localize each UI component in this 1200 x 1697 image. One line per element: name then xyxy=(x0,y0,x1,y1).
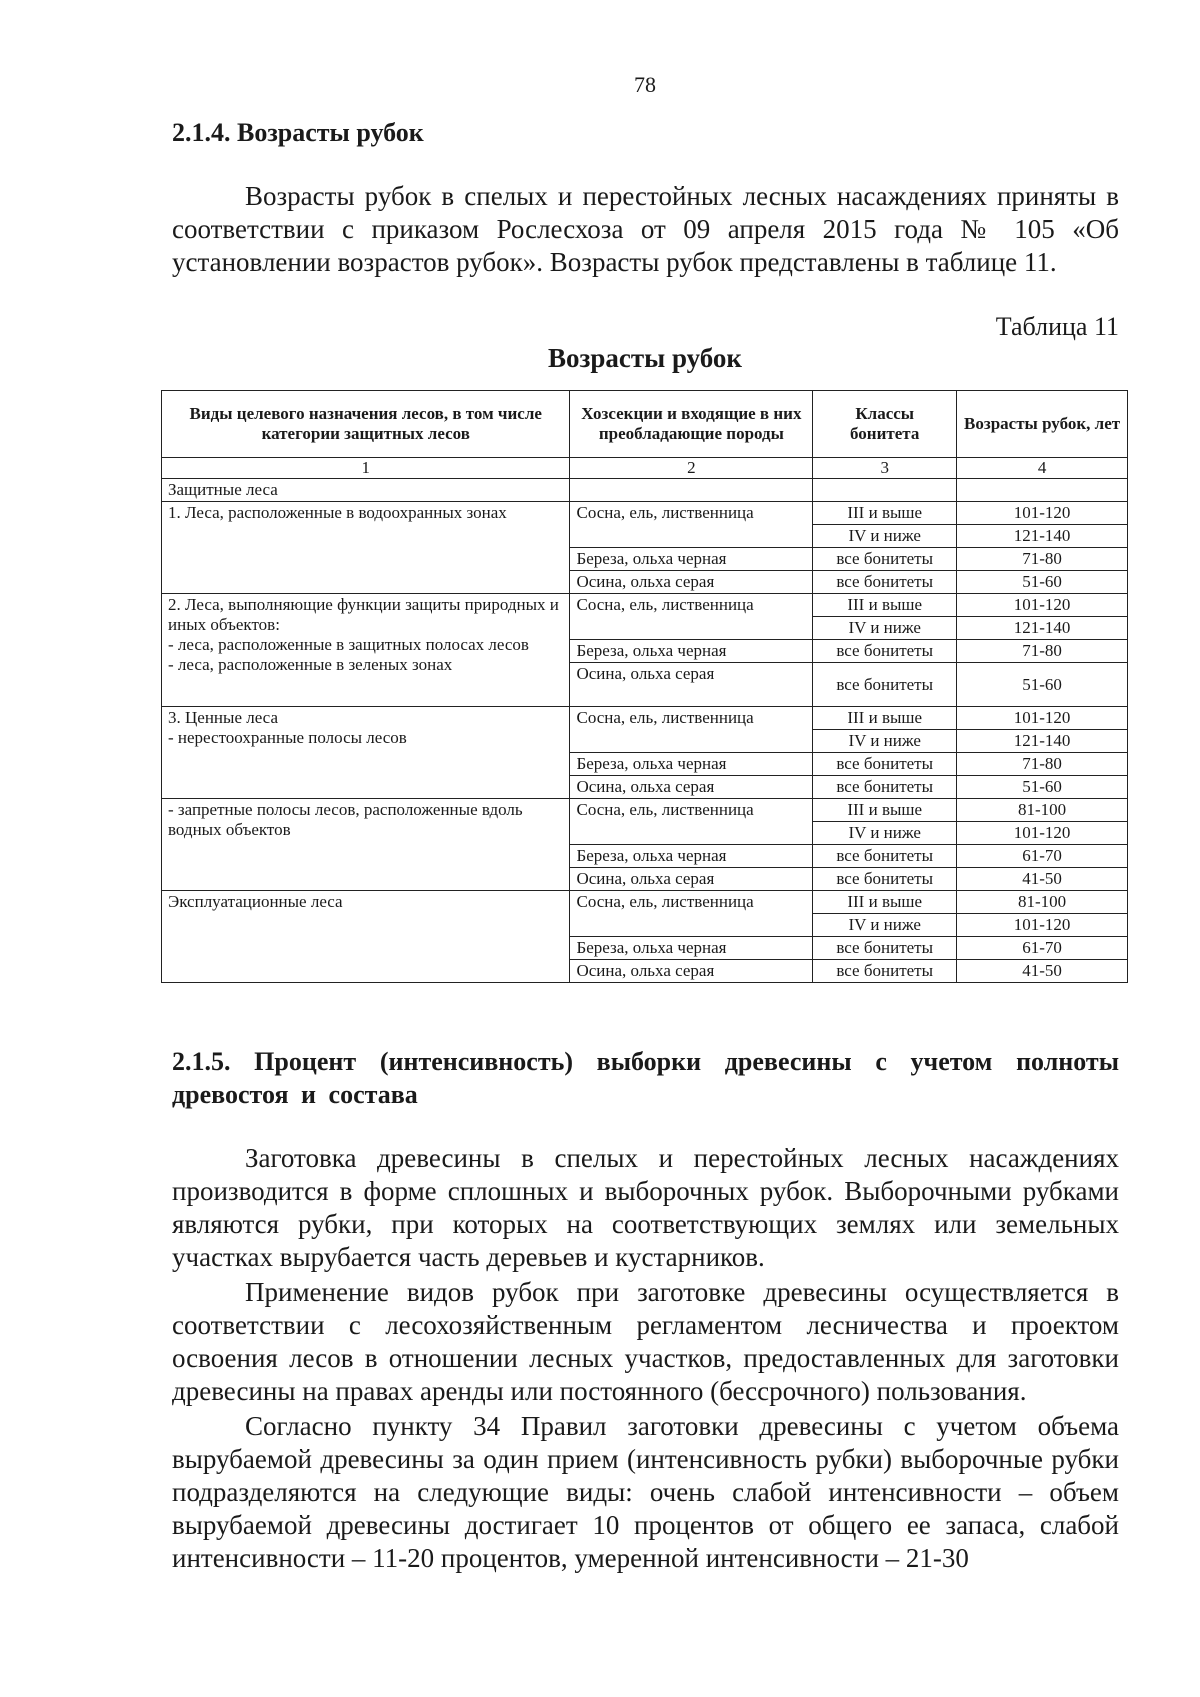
age-cell: 51-60 xyxy=(957,776,1128,799)
bonitet-cell: все бонитеты xyxy=(813,845,957,868)
species-cell: Осина, ольха серая xyxy=(570,663,813,707)
age-cell: 51-60 xyxy=(957,571,1128,594)
bonitet-cell: III и выше xyxy=(813,502,957,525)
cutting-age-table xyxy=(161,390,1128,983)
species-cell: Сосна, ель, лиственница xyxy=(570,594,813,640)
species-cell: Береза, ольха черная xyxy=(570,548,813,571)
bonitet-cell: IV и ниже xyxy=(813,617,957,640)
bonitet-cell: IV и ниже xyxy=(813,525,957,548)
category-line: - нерестоохранные полосы лесов xyxy=(168,728,407,747)
species-cell: Осина, ольха серая xyxy=(570,960,813,983)
bonitet-cell: все бонитеты xyxy=(813,960,957,983)
bonitet-cell: все бонитеты xyxy=(813,776,957,799)
species-cell: Сосна, ель, лиственница xyxy=(570,707,813,753)
bonitet-cell: все бонитеты xyxy=(813,571,957,594)
age-cell: 101-120 xyxy=(957,594,1128,617)
bonitet-cell: все бонитеты xyxy=(813,937,957,960)
age-cell: 101-120 xyxy=(957,707,1128,730)
category-cell xyxy=(162,594,570,707)
age-cell: 101-120 xyxy=(957,502,1128,525)
age-cell xyxy=(957,479,1128,502)
bonitet-cell: IV и ниже xyxy=(813,730,957,753)
age-cell: 121-140 xyxy=(957,730,1128,753)
species-cell: Береза, ольха черная xyxy=(570,845,813,868)
bonitet-cell: все бонитеты xyxy=(813,663,957,707)
table-label: Таблица 11 xyxy=(995,312,1119,341)
species-cell: Сосна, ель, лиственница xyxy=(570,891,813,937)
bonitet-cell: все бонитеты xyxy=(813,640,957,663)
page-number: 78 xyxy=(634,72,656,97)
header-cutting-age: Возрасты рубок, лет xyxy=(957,391,1128,458)
section-paragraph: Согласно пункту 34 Правил заготовки древесины с учетом объема вырубаемой древесины за один прием (интенсивность рубки) выборочные рубки подразделяются на следующие виды: очень слабой интенсивности – объем вырубаемой древесины достигает 10 процентов от общего ее запаса, слабой интенсивности – 11-20 процентов, умеренной интенсивности – 21-30 xyxy=(172,1411,1119,1573)
species-cell: Осина, ольха серая xyxy=(570,571,813,594)
species-cell: Береза, ольха черная xyxy=(570,640,813,663)
bonitet-cell: III и выше xyxy=(813,891,957,914)
species-cell: Сосна, ель, лиственница xyxy=(570,799,813,845)
category-line: - леса, расположенные в защитных полосах лесов xyxy=(168,635,529,654)
age-cell: 101-120 xyxy=(957,822,1128,845)
column-number: 2 xyxy=(570,458,813,479)
category-line: - леса, расположенные в зеленых зонах xyxy=(168,655,453,674)
category-cell: Эксплуатационные леса xyxy=(162,891,570,983)
bonitet-cell: III и выше xyxy=(813,799,957,822)
category-cell: - запретные полосы лесов, расположенные вдоль водных объектов xyxy=(162,799,570,891)
column-number: 4 xyxy=(957,458,1128,479)
column-number: 1 xyxy=(162,458,570,479)
species-cell: Осина, ольха серая xyxy=(570,776,813,799)
species-cell: Осина, ольха серая xyxy=(570,868,813,891)
age-cell: 61-70 xyxy=(957,937,1128,960)
species-cell: Сосна, ель, лиственница xyxy=(570,502,813,548)
category-line: 2. Леса, выполняющие функции защиты природных и иных объектов: xyxy=(168,595,559,634)
species-cell: Береза, ольха черная xyxy=(570,937,813,960)
age-cell: 71-80 xyxy=(957,640,1128,663)
bonitet-cell: III и выше xyxy=(813,594,957,617)
header-forest-purpose: Виды целевого назначения лесов, в том числе категории защитных лесов xyxy=(162,391,570,458)
section-heading-2-1-5: 2.1.5. Процент (интенсивность) выборки древесины с учетом полноты древостоя и состава xyxy=(172,1047,1119,1109)
section-paragraph: Возрасты рубок в спелых и перестойных лесных насаждениях приняты в соответствии с приказом Рослесхоза от 09 апреля 2015 года № 105 «Об установлении возрастов рубок». Возрасты рубок представлены в таблице 11. xyxy=(172,181,1119,277)
species-cell xyxy=(570,479,813,502)
age-cell: 121-140 xyxy=(957,617,1128,640)
header-bonitet: Классы бонитета xyxy=(813,391,957,458)
age-cell: 101-120 xyxy=(957,914,1128,937)
age-cell: 81-100 xyxy=(957,891,1128,914)
bonitet-cell: IV и ниже xyxy=(813,914,957,937)
bonitet-cell: все бонитеты xyxy=(813,548,957,571)
bonitet-cell: все бонитеты xyxy=(813,868,957,891)
bonitet-cell xyxy=(813,479,957,502)
age-cell: 71-80 xyxy=(957,548,1128,571)
age-cell: 71-80 xyxy=(957,753,1128,776)
category-cell: Защитные леса xyxy=(162,479,570,502)
bonitet-cell: IV и ниже xyxy=(813,822,957,845)
column-number: 3 xyxy=(813,458,957,479)
age-cell: 41-50 xyxy=(957,868,1128,891)
age-cell: 61-70 xyxy=(957,845,1128,868)
age-cell: 81-100 xyxy=(957,799,1128,822)
category-line: 3. Ценные леса xyxy=(168,708,278,727)
header-species: Хозсекции и входящие в них преобладающие породы xyxy=(570,391,813,458)
section-paragraph: Применение видов рубок при заготовке древесины осуществляется в соответствии с лесохозяйственным регламентом лесничества и проектом освоения лесов в отношении лесных участков, предоставленных для заготовки древесины на правах аренды или постоянного (бессрочного) пользования. xyxy=(172,1277,1119,1406)
age-cell: 121-140 xyxy=(957,525,1128,548)
category-cell: 1. Леса, расположенные в водоохранных зонах xyxy=(162,502,570,594)
section-paragraph: Заготовка древесины в спелых и перестойных лесных насаждениях производится в форме сплошных и выборочных рубок. Выборочными рубками являются рубки, при которых на соответствующих землях или земельных участках вырубается часть деревьев и кустарников. xyxy=(172,1143,1119,1272)
age-cell: 51-60 xyxy=(957,663,1128,707)
age-cell: 41-50 xyxy=(957,960,1128,983)
table-title: Возрасты рубок xyxy=(548,343,742,373)
category-cell xyxy=(162,707,570,799)
section-heading-2-1-4: 2.1.4. Возрасты рубок xyxy=(172,118,424,147)
bonitet-cell: все бонитеты xyxy=(813,753,957,776)
bonitet-cell: III и выше xyxy=(813,707,957,730)
species-cell: Береза, ольха черная xyxy=(570,753,813,776)
